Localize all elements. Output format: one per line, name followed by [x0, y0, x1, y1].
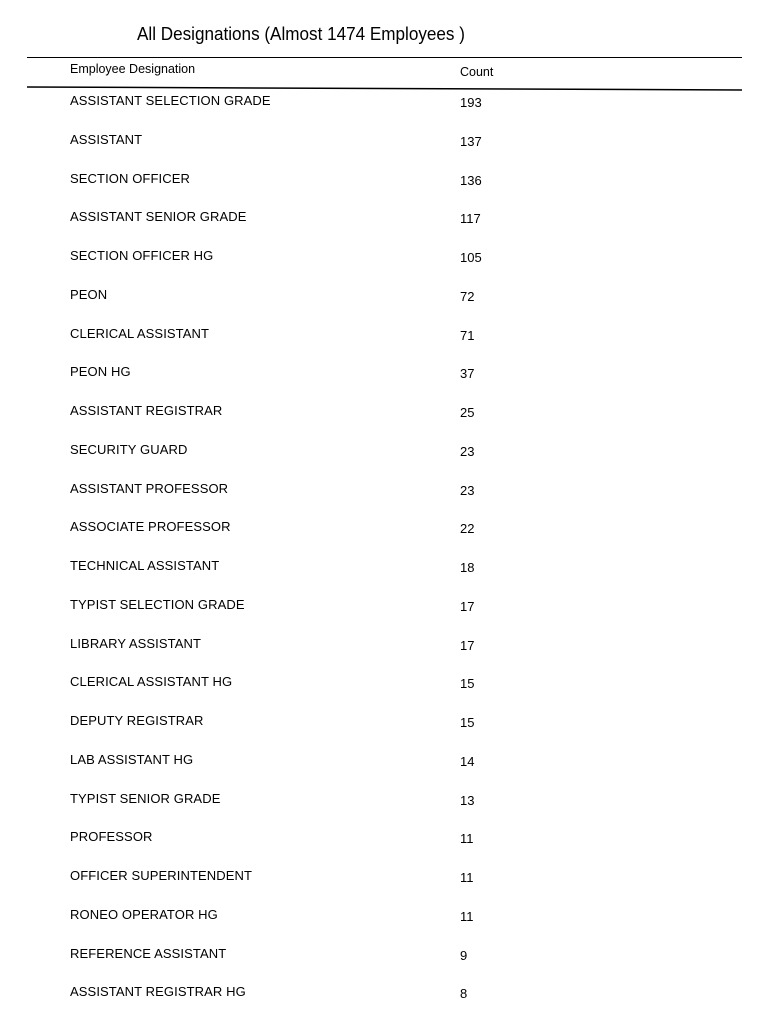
- designation-cell: LAB ASSISTANT HG: [70, 751, 194, 767]
- table-row: [0, 791, 768, 811]
- count-cell: 193: [460, 95, 482, 110]
- table-row: [0, 519, 768, 539]
- count-cell: 15: [460, 715, 475, 730]
- count-cell: 117: [460, 211, 481, 227]
- table-row: [0, 713, 768, 733]
- designation-cell: CLERICAL ASSISTANT HG: [70, 674, 233, 690]
- count-cell: 23: [460, 443, 475, 459]
- designation-cell: ASSISTANT: [70, 131, 143, 147]
- count-cell: 14: [460, 753, 475, 769]
- table-row: [0, 403, 768, 423]
- table-row: [0, 636, 768, 656]
- count-cell: 25: [460, 405, 475, 420]
- count-cell: 17: [460, 598, 475, 614]
- table-row: [0, 481, 768, 501]
- table-row: [0, 868, 768, 888]
- count-cell: 71: [460, 327, 475, 343]
- count-cell: 18: [460, 560, 475, 575]
- designation-cell: TYPIST SENIOR GRADE: [70, 790, 221, 806]
- count-cell: 15: [460, 676, 475, 692]
- table-row: [0, 946, 768, 966]
- count-cell: 9: [460, 947, 468, 963]
- designation-cell: ASSISTANT SELECTION GRADE: [70, 93, 271, 108]
- designation-cell: CLERICAL ASSISTANT: [70, 325, 210, 341]
- count-cell: 13: [460, 792, 475, 808]
- designation-cell: PEON HG: [70, 364, 131, 380]
- table-row: [0, 209, 768, 229]
- table-row: [0, 984, 768, 1004]
- page-title: All Designations (Almost 1474 Employees ): [137, 24, 465, 44]
- table-row: [0, 132, 768, 152]
- table-row: [0, 364, 768, 384]
- designation-cell: SECTION OFFICER: [70, 170, 190, 186]
- count-cell: 11: [460, 831, 474, 847]
- designation-cell: ASSISTANT REGISTRAR: [70, 403, 223, 418]
- table-row: [0, 93, 768, 113]
- designation-cell: ASSISTANT PROFESSOR: [70, 480, 229, 496]
- designation-cell: ASSOCIATE PROFESSOR: [70, 519, 231, 535]
- count-cell: 22: [460, 521, 475, 537]
- designation-cell: TECHNICAL ASSISTANT: [70, 558, 220, 573]
- table-row: [0, 674, 768, 694]
- count-cell: 37: [460, 366, 475, 382]
- table-row: [0, 907, 768, 927]
- table-row: [0, 597, 768, 617]
- count-cell: 137: [460, 133, 482, 149]
- designation-cell: SECURITY GUARD: [70, 441, 188, 457]
- column-header-designation: Employee Designation: [70, 62, 196, 76]
- designation-cell: PROFESSOR: [70, 829, 153, 845]
- designation-cell: LIBRARY ASSISTANT: [70, 635, 202, 651]
- table-row: [0, 326, 768, 346]
- count-cell: 11: [460, 908, 474, 924]
- count-cell: 105: [460, 250, 482, 265]
- count-cell: 136: [460, 172, 482, 188]
- count-cell: 72: [460, 288, 475, 304]
- count-cell: 8: [460, 986, 468, 1002]
- designation-cell: DEPUTY REGISTRAR: [70, 713, 204, 728]
- designation-cell: PEON: [70, 286, 108, 302]
- count-cell: 17: [460, 637, 475, 653]
- table-row: [0, 442, 768, 462]
- table-row: [0, 752, 768, 772]
- column-header-count: Count: [460, 65, 494, 79]
- designation-cell: ASSISTANT REGISTRAR HG: [70, 984, 246, 1000]
- designation-cell: RONEO OPERATOR HG: [70, 906, 218, 922]
- count-cell: 23: [460, 482, 475, 498]
- count-cell: 11: [460, 870, 474, 885]
- designation-cell: OFFICER SUPERINTENDENT: [70, 868, 253, 883]
- designation-cell: TYPIST SELECTION GRADE: [70, 596, 245, 612]
- table-row: [0, 248, 768, 268]
- designation-cell: ASSISTANT SENIOR GRADE: [70, 209, 247, 225]
- designation-cell: SECTION OFFICER HG: [70, 248, 214, 263]
- table-row: [0, 287, 768, 307]
- table-row: [0, 829, 768, 849]
- table-row: [0, 558, 768, 578]
- table-row: [0, 171, 768, 191]
- designation-cell: REFERENCE ASSISTANT: [70, 945, 227, 961]
